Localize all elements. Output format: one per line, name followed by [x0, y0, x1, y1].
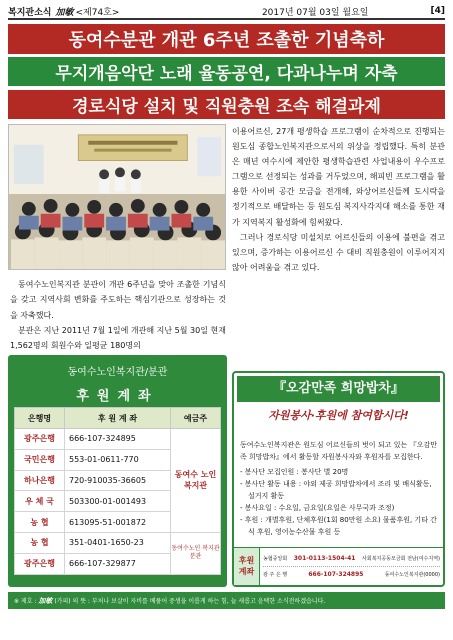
page-header: [8, 4, 445, 20]
donation-org: 동여수노인복지관/분관: [67, 367, 168, 378]
bank-name: 농 협: [15, 512, 65, 533]
sponsor-accounts: [260, 548, 443, 585]
sponsor-holder: 사회복지공동모금회 전남(여수지역): [362, 555, 440, 562]
bank-name: 광주은행: [15, 429, 65, 450]
list-item: - 봉사요일 : 수요일, 금요일(요일은 사무국과 조정): [240, 504, 395, 512]
section-name: 복지관소식: [8, 7, 52, 18]
list-item: - 봉사단 활동 내용 : 야외 제공 희망밥차에서 조리 및 배식활동, 설거지 활동: [240, 480, 432, 500]
account-number: 503300-01-001493: [65, 491, 171, 512]
bank-name: 국민은행: [15, 449, 65, 470]
bank-name: 하나은행: [15, 470, 65, 491]
list-item: - 봉사단 모집인원 : 봉사단 별 20명: [240, 468, 349, 476]
donation-table: [14, 407, 221, 575]
account-number: 613095-51-001872: [65, 512, 171, 533]
volunteer-box: [232, 371, 445, 587]
article-paragraph: 이용어르신, 27개 평생학습 프로그램이 순차적으로 진행되는 원도심 종합노인복지관으로서의 위상을 정립했다. 특히 분관은 매년 여수시에 제안한 평생학습관련 사업내용이 우수프로그램으로 선정되는 성과를 거두었으며, 해피빈 프로그램을 활용한 사이버 공간 모금을 전개해, 와상어르신들께 도시락을 정기적으로 배달하는 등 원도심 복지사각지대 해소를 통한 재가 지역복지 활성화에 힘써왔다.: [232, 127, 445, 227]
footer-logo: 加敏: [38, 596, 53, 605]
issue-date: 2017년 07월 03일 월요일: [261, 7, 369, 18]
account-number: 666-107-324895: [65, 429, 171, 450]
article-left-column: [10, 277, 226, 353]
account-owner: 동여수 노인 복지관: [171, 429, 221, 533]
donation-box: [8, 355, 227, 587]
column-header: 은행명: [15, 408, 65, 429]
event-photo-illustration: [9, 125, 225, 269]
headline-banner: 동여수분관 개관 6주년 조촐한 기념축하: [8, 24, 445, 54]
account-owner: 동여수노인 복지관분관: [171, 532, 221, 574]
footer-prefix: ※ 제호 :: [14, 598, 37, 605]
volunteer-subtitle: 자원봉사·후원에 참여합시다!: [268, 409, 409, 422]
sponsor-bank: 농협중앙회: [263, 555, 288, 562]
sponsor-account-row: [263, 550, 440, 566]
article-paragraph: 분관은 지난 2011년 7월 1일에 개관해 지난 5월 30일 현재 1,562명의 회원수와 일평균 180명의: [10, 325, 226, 351]
sponsor-account-number: 666-107-324895: [308, 571, 364, 578]
list-item: - 후원 : 개별후원, 단체후원(1회 80만원 소요) 물품후원, 기타 간식 후원, 영어농수산물 후원 등: [240, 516, 437, 536]
volunteer-details: [240, 466, 437, 538]
account-number: 720-910035-36605: [65, 470, 171, 491]
bank-name: 우 체 국: [15, 491, 65, 512]
subheadline-banner: 무지개음악단 노래 율동공연, 다과나누며 자축: [8, 57, 445, 86]
volunteer-intro: 동여수노인복지관은 원도심 어르신들의 벗이 되고 있는 『오감만족 희망밥차』에서 활동할 자원봉사자와 후원자를 모집한다.: [240, 441, 437, 461]
bank-name: 광주은행: [15, 553, 65, 574]
footer-brand: (가피): [54, 598, 71, 605]
issue-banner: 경로식당 설치 및 직원충원 조속 해결과제: [8, 90, 445, 119]
sponsor-holder: 동여수노인복지관(0000): [384, 572, 440, 578]
sponsor-account-number: 301-0113-1504-41: [293, 554, 356, 562]
sponsor-account-row: [263, 566, 440, 582]
event-photo: [8, 124, 226, 270]
page-footer: [8, 592, 445, 609]
donation-title: 후원계좌: [76, 389, 159, 404]
page-number: [4]: [430, 6, 445, 16]
sponsor-tag: 후원 계좌: [234, 548, 260, 585]
table-header-row: [15, 408, 221, 429]
column-header: 예금주: [171, 408, 221, 429]
issue-number: <제74호>: [75, 7, 120, 18]
footer-text: 의 뜻 : 부처나 보살이 자비를 베풀어 중생을 이롭게 하는 힘, 늘 새롭고 윤택한 소식전하겠습니다.: [72, 598, 326, 605]
newsletter-logo: 加敏: [55, 7, 74, 18]
column-header: 후 원 계 좌: [65, 408, 171, 429]
article-right-column: [232, 124, 445, 275]
article-paragraph: 동여수노인복지관 분관이 개관 6주년을 맞아 조촐한 기념식을 갖고 지역사회 변화를 주도하는 핵심기관으로 성장하는 것을 자축했다.: [10, 280, 226, 320]
sponsor-account-strip: [234, 547, 443, 585]
account-number: 553-01-0611-770: [65, 449, 171, 470]
account-number: 351-0401-1650-23: [65, 532, 171, 553]
volunteer-title: 『오감만족 희망밥차』: [237, 376, 440, 402]
table-row: [15, 429, 221, 450]
article-paragraph: 그러나 경로식당 미설치로 어르신들의 이용에 불편을 겪고 있으며, 증가하는 이용어르신 수 대비 직원충원이 이루어지지 않아 어려움을 겪고 있다.: [232, 232, 445, 272]
sponsor-bank: 광 주 은 행: [263, 572, 288, 578]
table-row: [15, 532, 221, 553]
account-number: 666-107-329877: [65, 553, 171, 574]
bank-name: 농 협: [15, 532, 65, 553]
